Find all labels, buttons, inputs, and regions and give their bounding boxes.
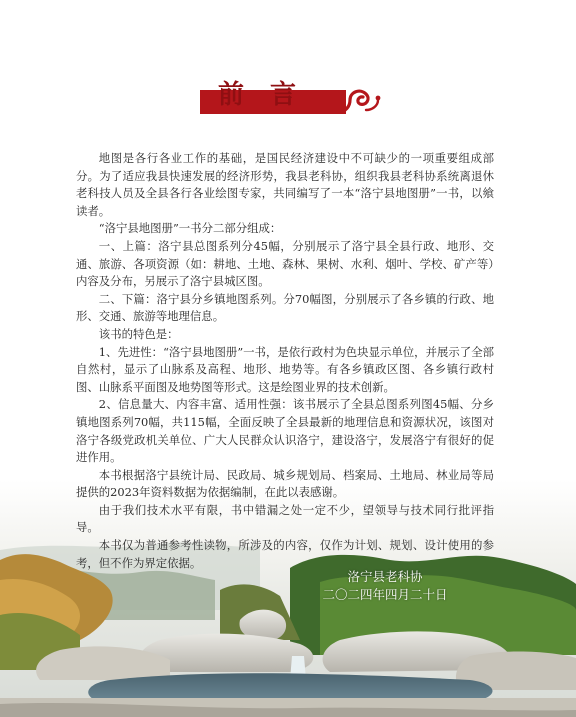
paragraph: 该书的特色是： — [98, 326, 179, 341]
signature-org: 洛宁县老科协 — [347, 569, 423, 584]
paragraph: 地图是各行各业工作的基础，是国民经济建设中不可缺少的一项重要组成部分。为了适应我县快速发展的经济形势，我县老科协，组织我县老科协系统离退休老科技人员及全县各行各业绘图专家，共同编写了一本“洛宁县地图册”一书，以飨读者。 — [76, 151, 494, 218]
paragraph: 本书根据洛宁县统计局、民政局、城乡规划局、档案局、土地局、林业局等局提供的2023年资料数据为依据编制，在此以表感谢。 — [76, 467, 494, 500]
paragraph: 本书仅为普通参考性读物，所涉及的内容，仅作为计划、规划、设计使用的参考，但不作为界定依据。 — [76, 538, 494, 570]
preface-body — [76, 150, 494, 572]
paragraph: 二、下篇：洛宁县分乡镇地图系列。分70幅图，分别展示了各乡镇的行政、地形、交通、旅游等地理信息。 — [76, 291, 494, 324]
paragraph: 2、信息量大、内容丰富、适用性强：该书展示了全县总图系列图45幅、分乡镇地图系列70幅，共115幅，全面反映了全县最新的地理信息和资源状况，该图对洛宁各级党政机关单位、广大人民群众认识洛宁，建设洛宁，发展洛宁有很好的促进作用。 — [76, 397, 494, 465]
page-title: 前言 — [218, 80, 323, 110]
cloud-swirl-icon — [336, 84, 382, 118]
paragraph: 由于我们技术水平有限，书中错漏之处一定不少，望领导与技术同行批评指导。 — [76, 502, 494, 535]
signature-date: 二〇二四年四月二十日 — [322, 587, 448, 602]
paragraph: 一、上篇：洛宁县总图系列分45幅，分别展示了洛宁县全县行政、地形、交通、旅游、各项资源（如：耕地、土地、森林、果树、水利、烟叶、学校、矿产等）内容及分布，另展示了洛宁县城区图。 — [76, 238, 494, 289]
signature-block — [300, 568, 470, 604]
paragraph: 1、先进性：“洛宁县地图册”一书，是依行政村为色块显示单位，并展示了全部自然村，显示了山脉系及高程、地形、地势等。有各乡镇政区图、各乡镇行政村图、山脉系平面图及地势图等形式。这是绘图业界的技术创新。 — [76, 344, 494, 394]
paragraph: “洛宁县地图册”一书分二部分组成： — [98, 221, 282, 236]
title-banner — [196, 72, 382, 122]
